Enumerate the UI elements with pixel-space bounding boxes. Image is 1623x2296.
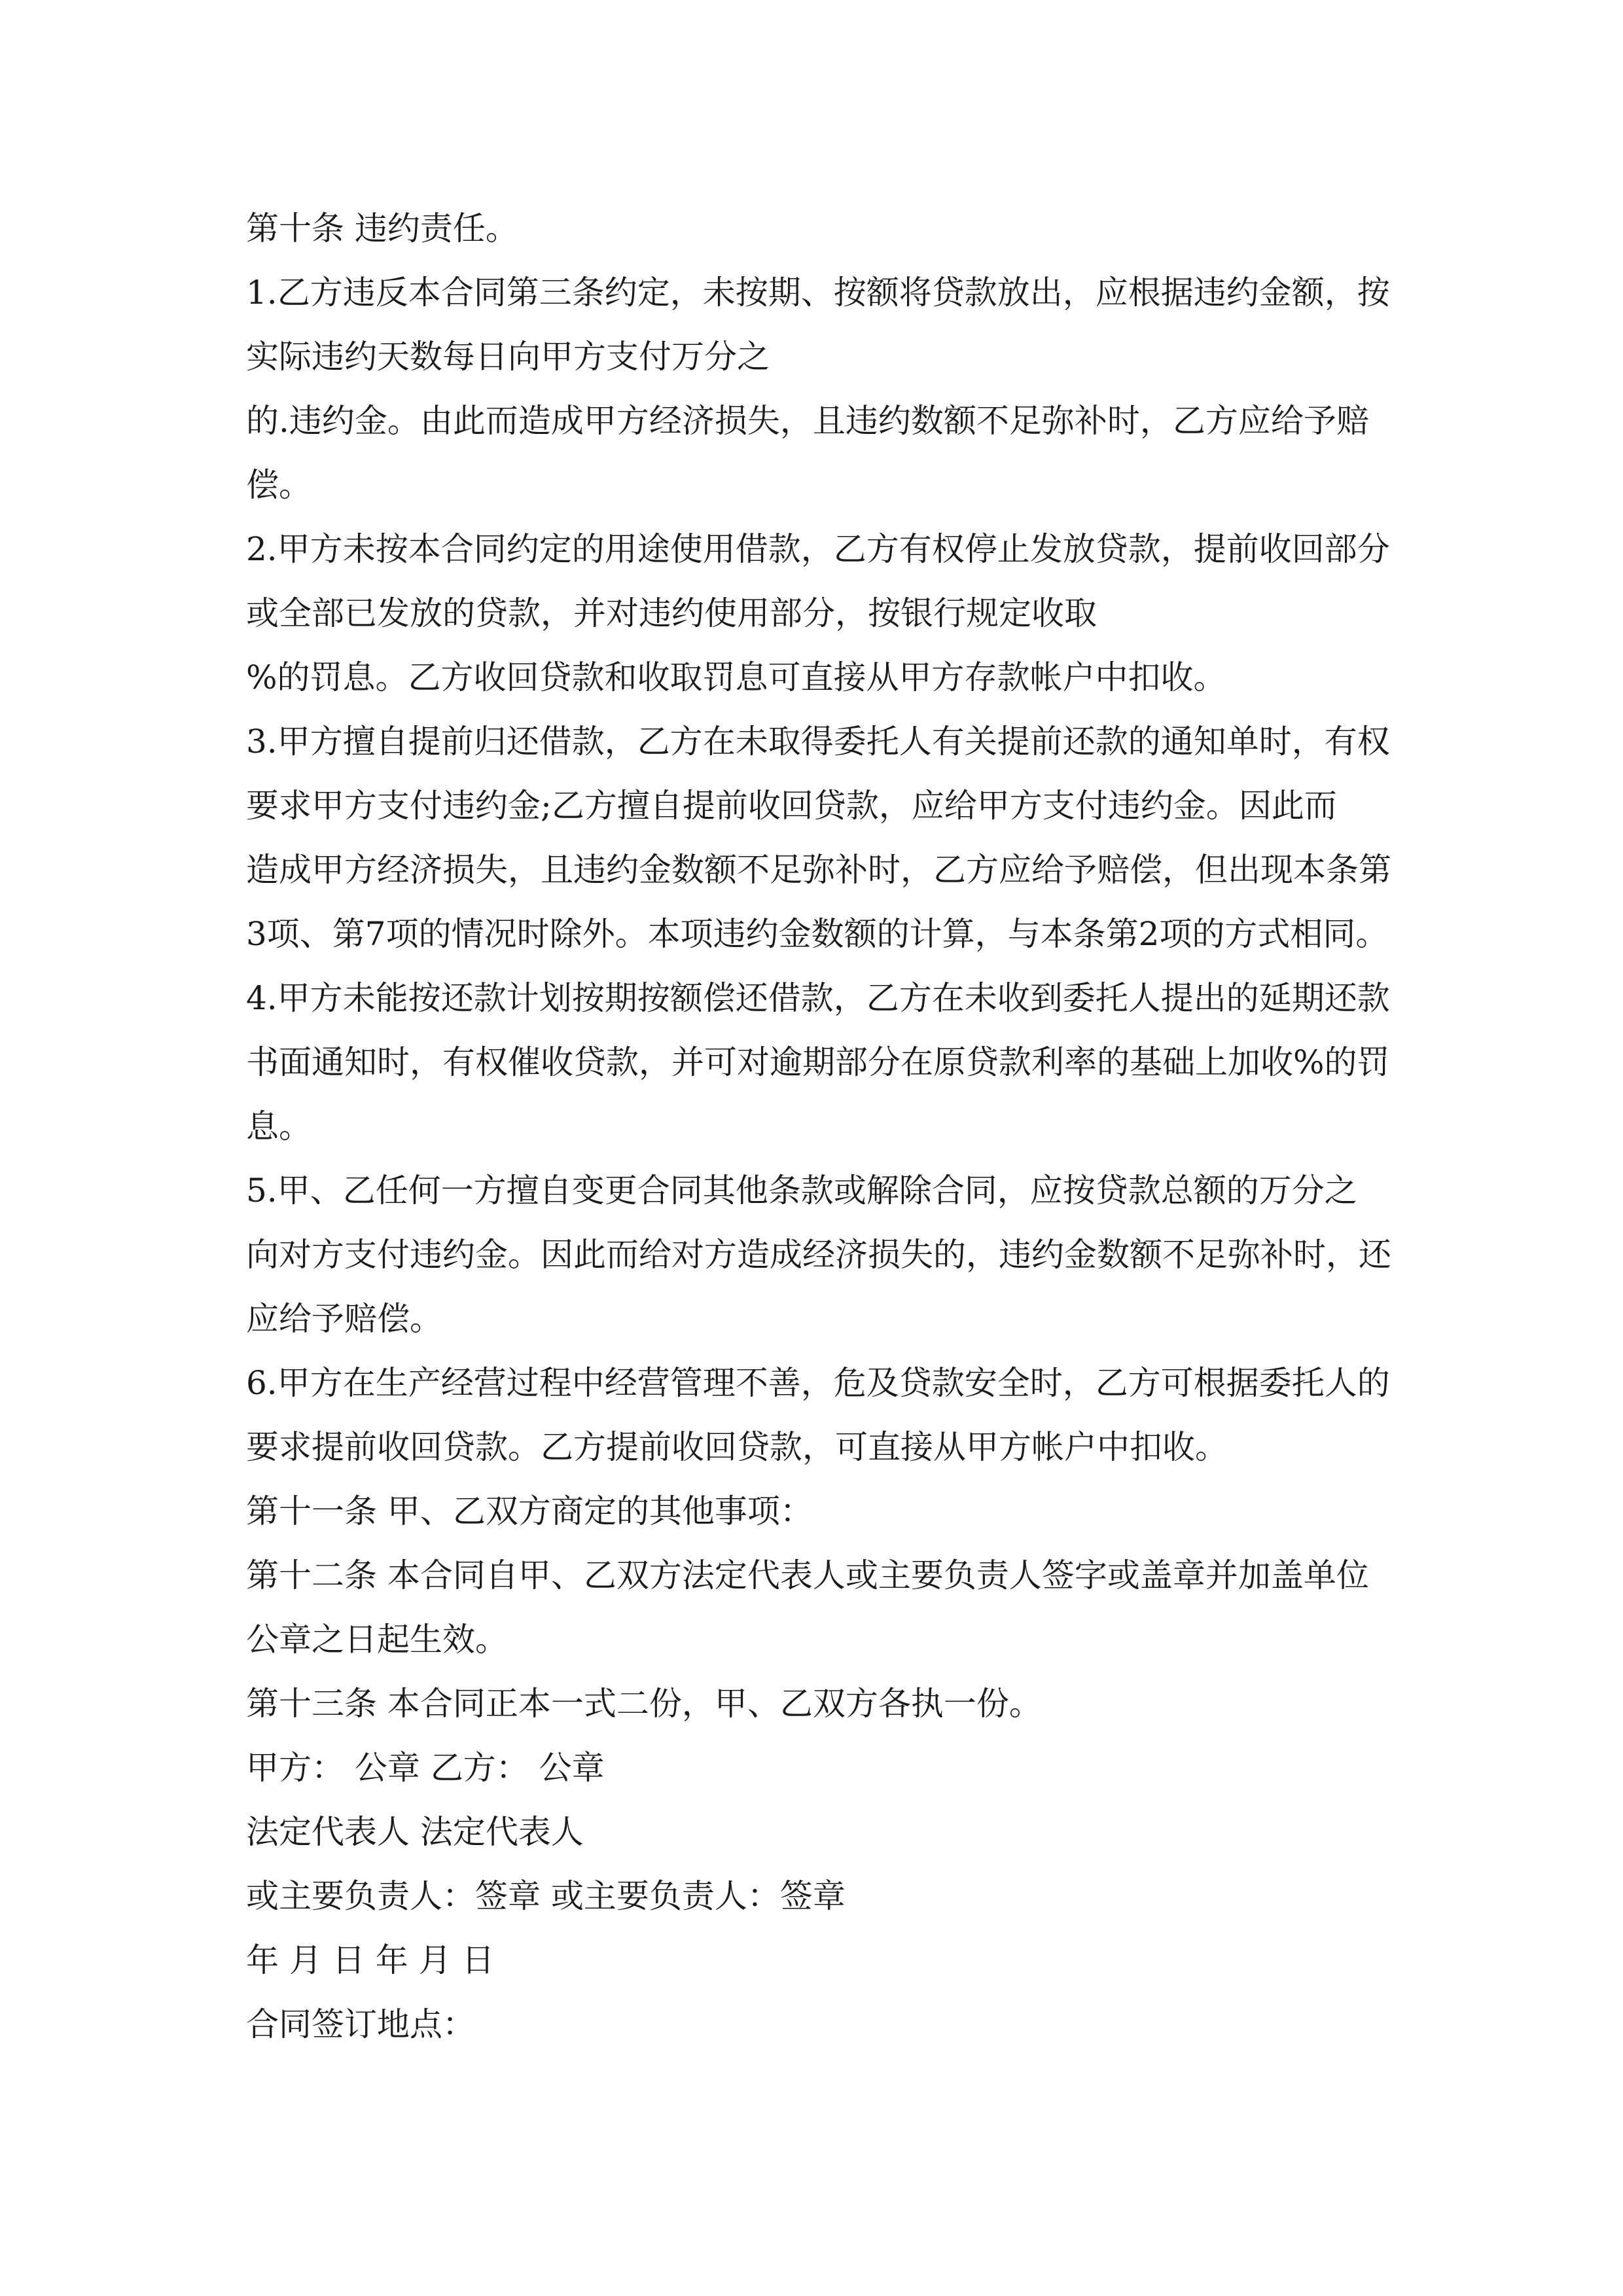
clause-4-line-3: 息。: [246, 1107, 312, 1145]
clause-4-line-2: 书面通知时，有权催收贷款，并可对逾期部分在原贷款利率的基础上加收%的罚: [246, 1043, 1390, 1081]
clause-6-line-1: 6.甲方在生产经营过程中经营管理不善，危及贷款安全时，乙方可根据委托人的: [246, 1364, 1390, 1402]
signing-dates: 年 月 日 年 月 日: [246, 1941, 495, 1979]
responsible-persons-signature: 或主要负责人：签章 或主要负责人：签章: [246, 1877, 846, 1915]
clause-2-line-3: %的罚息。乙方收回贷款和收取罚息可直接从甲方存款帐户中扣收。: [246, 658, 1226, 696]
clause-1-line-2: 实际违约天数每日向甲方支付万分之: [246, 338, 770, 376]
clause-3-line-4: 3项、第7项的情况时除外。本项违约金数额的计算，与本条第2项的方式相同。: [246, 915, 1389, 953]
signing-location: 合同签订地点：: [246, 2005, 475, 2043]
clause-3-line-3: 造成甲方经济损失，且违约金数额不足弥补时，乙方应给予赔偿，但出现本条第: [246, 851, 1391, 889]
clause-5-line-1: 5.甲、乙任何一方擅自变更合同其他条款或解除合同，应按贷款总额的万分之: [246, 1172, 1357, 1210]
clause-4-line-1: 4.甲方未能按还款计划按期按额偿还借款，乙方在未收到委托人提出的延期还款: [246, 979, 1390, 1017]
clause-5-line-3: 应给予赔偿。: [246, 1300, 442, 1338]
clause-2-line-1: 2.甲方未按本合同约定的用途使用借款，乙方有权停止发放贷款，提前收回部分: [246, 530, 1390, 568]
clause-3-line-2: 要求甲方支付违约金;乙方擅自提前收回贷款，应给甲方支付违约金。因此而: [246, 787, 1337, 825]
article-13: 第十三条 本合同正本一式二份，甲、乙双方各执一份。: [246, 1685, 1042, 1723]
article-12-line-2: 公章之日起生效。: [246, 1621, 508, 1659]
clause-5-line-2: 向对方支付违约金。因此而给对方造成经济损失的，违约金数额不足弥补时，还: [246, 1236, 1391, 1274]
article-11: 第十一条 甲、乙双方商定的其他事项：: [246, 1492, 813, 1530]
article-12-line-1: 第十二条 本合同自甲、乙双方法定代表人或主要负责人签字或盖章并加盖单位: [246, 1556, 1369, 1594]
clause-3-line-1: 3.甲方擅自提前归还借款，乙方在未取得委托人有关提前还款的通知单时，有权: [246, 723, 1390, 761]
party-seals: 甲方： 公章 乙方： 公章: [246, 1749, 605, 1787]
legal-representatives: 法定代表人 法定代表人: [246, 1813, 584, 1851]
clause-2-line-2: 或全部已发放的贷款，并对违约使用部分，按银行规定收取: [246, 594, 1097, 632]
clause-1-line-3: 的.违约金。由此而造成甲方经济损失，且违约数额不足弥补时，乙方应给予赔: [246, 402, 1369, 440]
contract-text: [246, 196, 1391, 2056]
article-10-heading: 第十条 违约责任。: [246, 209, 518, 247]
clause-1-line-1: 1.乙方违反本合同第三条约定，未按期、按额将贷款放出，应根据违约金额，按: [246, 274, 1390, 312]
clause-1-line-4: 偿。: [246, 466, 312, 504]
clause-6-line-2: 要求提前收回贷款。乙方提前收回贷款，可直接从甲方帐户中扣收。: [246, 1428, 1228, 1466]
